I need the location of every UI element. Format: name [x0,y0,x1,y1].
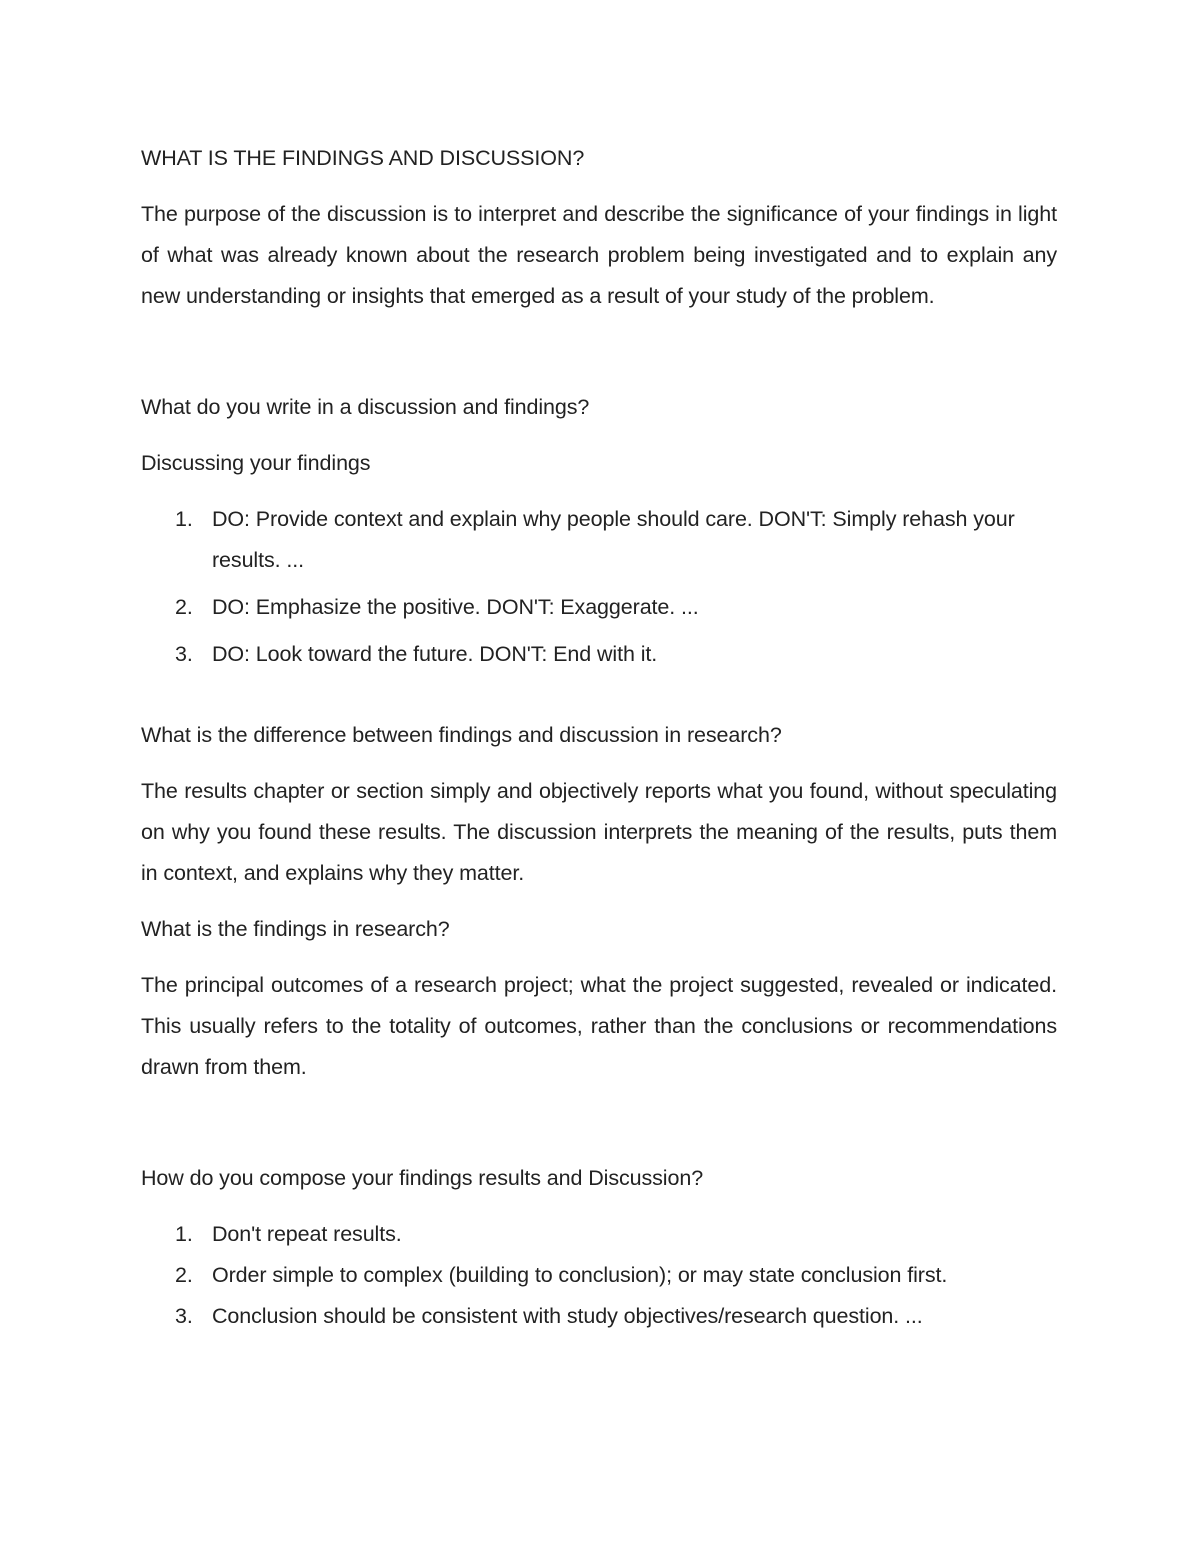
document-body [141,138,1057,1337]
discussion-tips-list [141,499,1057,675]
list-item [141,499,1057,581]
page-title: WHAT IS THE FINDINGS AND DISCUSSION? [141,146,585,170]
list-item [141,1255,1057,1296]
spacer [141,428,1057,443]
spacer [141,950,1057,965]
list-number: 2. [175,595,193,619]
list-number: 1. [175,507,193,531]
spacer [141,1199,1057,1214]
question-heading: What is the difference between findings and discussion in research? [141,723,782,747]
list-item-text: Order simple to complex (building to conclusion); or may state conclusion first. [212,1263,948,1287]
list-item-text: DO: Look toward the future. DON'T: End with it. [212,642,658,666]
list-item-text: Conclusion should be consistent with study objectives/research question. ... [212,1304,923,1328]
list-item-text: Don't repeat results. [212,1222,402,1246]
list-number: 1. [175,1222,193,1246]
question-heading: What do you write in a discussion and findings? [141,395,590,419]
list-item [141,1214,1057,1255]
spacer [141,317,1057,387]
list-number: 3. [175,1304,193,1328]
list-item-text: DO: Provide context and explain why people should care. DON'T: Simply rehash your results. ... [212,507,1015,572]
spacer [141,179,1057,194]
spacer [141,681,1057,715]
subheading: Discussing your findings [141,451,371,475]
list-item [141,1296,1057,1337]
spacer [141,894,1057,909]
difference-paragraph: The results chapter or section simply and objectively reports what you found, without speculating on why you found these results. The discussion interprets the meaning of the results, puts them in context, and explains why they matter. [141,779,1057,885]
list-item-text: DO: Emphasize the positive. DON'T: Exaggerate. ... [212,595,699,619]
spacer [141,1088,1057,1158]
list-number: 3. [175,642,193,666]
question-heading: How do you compose your findings results and Discussion? [141,1166,704,1190]
question-heading: What is the findings in research? [141,917,450,941]
spacer [141,756,1057,771]
list-number: 2. [175,1263,193,1287]
spacer [141,484,1057,499]
findings-paragraph: The principal outcomes of a research project; what the project suggested, revealed or indicated. This usually refers to the totality of outcomes, rather than the conclusions or recommendations drawn from them. [141,973,1057,1079]
compose-steps-list [141,1214,1057,1337]
list-item [141,634,1057,675]
list-item [141,587,1057,628]
intro-paragraph: The purpose of the discussion is to interpret and describe the significance of your findings in light of what was already known about the research problem being investigated and to explain any new understanding or insights that emerged as a result of your study of the problem. [141,202,1057,308]
